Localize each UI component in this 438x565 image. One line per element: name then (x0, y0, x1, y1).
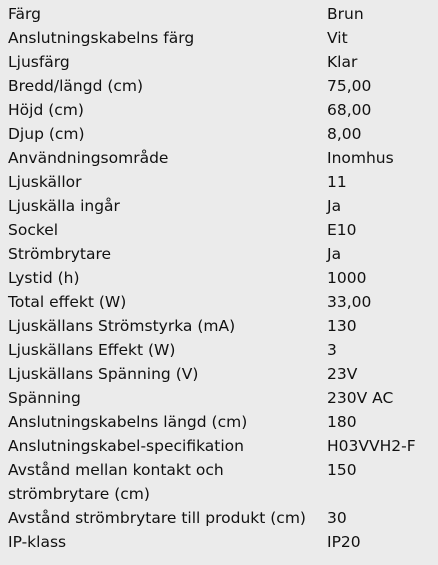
spec-row-voltage (0, 386, 438, 410)
spec-row-cable-length (0, 410, 438, 434)
spec-label: Höjd (cm) (8, 101, 84, 119)
spec-row-source-current (0, 314, 438, 338)
spec-row-cable-spec (0, 434, 438, 458)
spec-value: 1000 (327, 269, 367, 287)
spec-label: Avstånd strömbrytare till produkt (cm) (8, 509, 306, 527)
spec-value: 3 (327, 341, 337, 359)
spec-value: 150 (327, 461, 357, 479)
spec-value: Vit (327, 29, 348, 47)
spec-value: 180 (327, 413, 357, 431)
spec-label: Färg (8, 5, 41, 23)
spec-label: Bredd/längd (cm) (8, 77, 144, 95)
spec-row-switch-product-distance (0, 506, 438, 530)
spec-label: Spänning (8, 389, 81, 407)
spec-row-cable-color (0, 26, 438, 50)
spec-label: Ljusfärg (8, 53, 70, 71)
spec-value: IP20 (327, 533, 361, 551)
spec-value: 30 (327, 509, 347, 527)
spec-value: E10 (327, 221, 357, 239)
spec-row-switch (0, 242, 438, 266)
spec-row-height (0, 98, 438, 122)
spec-value: 75,00 (327, 77, 372, 95)
spec-value: Brun (327, 5, 364, 23)
spec-label: Ljuskällans Strömstyrka (mA) (8, 317, 236, 335)
spec-label: Ljuskälla ingår (8, 197, 120, 215)
spec-label: Sockel (8, 221, 59, 239)
spec-value: 130 (327, 317, 357, 335)
spec-row-color (0, 2, 438, 26)
spec-value: H03VVH2-F (327, 437, 416, 455)
spec-value: Inomhus (327, 149, 394, 167)
spec-row-socket (0, 218, 438, 242)
spec-value: 11 (327, 173, 347, 191)
spec-label: Användningsområde (8, 149, 169, 167)
spec-row-depth (0, 122, 438, 146)
spec-value: 68,00 (327, 101, 372, 119)
spec-value: Klar (327, 53, 358, 71)
spec-row-total-power (0, 290, 438, 314)
spec-label: Anslutningskabelns längd (cm) (8, 413, 248, 431)
spec-label: Strömbrytare (8, 245, 112, 263)
spec-value: 33,00 (327, 293, 372, 311)
spec-value: 23V (327, 365, 358, 383)
spec-row-ip-class (0, 530, 438, 554)
spec-row-lifetime (0, 266, 438, 290)
spec-row-light-color (0, 50, 438, 74)
spec-label: Total effekt (W) (8, 293, 127, 311)
spec-label: Avstånd mellan kontakt och strömbrytare (cm) (8, 461, 224, 503)
spec-row-source-voltage (0, 362, 438, 386)
spec-label: Ljuskällans Effekt (W) (8, 341, 176, 359)
spec-row-plug-switch-distance (0, 458, 438, 506)
spec-label: Ljuskällans Spänning (V) (8, 365, 199, 383)
spec-row-source-power (0, 338, 438, 362)
spec-value: Ja (327, 197, 342, 215)
spec-row-bulb-included (0, 194, 438, 218)
spec-row-usage-area (0, 146, 438, 170)
spec-label: IP-klass (8, 533, 67, 551)
spec-label: Lystid (h) (8, 269, 80, 287)
spec-value: 230V AC (327, 389, 394, 407)
spec-label: Djup (cm) (8, 125, 85, 143)
spec-label: Ljuskällor (8, 173, 82, 191)
spec-label: Anslutningskabelns färg (8, 29, 195, 47)
spec-value: Ja (327, 245, 342, 263)
spec-label: Anslutningskabel-specifikation (8, 437, 244, 455)
spec-row-width (0, 74, 438, 98)
spec-row-light-sources (0, 170, 438, 194)
spec-value: 8,00 (327, 125, 362, 143)
